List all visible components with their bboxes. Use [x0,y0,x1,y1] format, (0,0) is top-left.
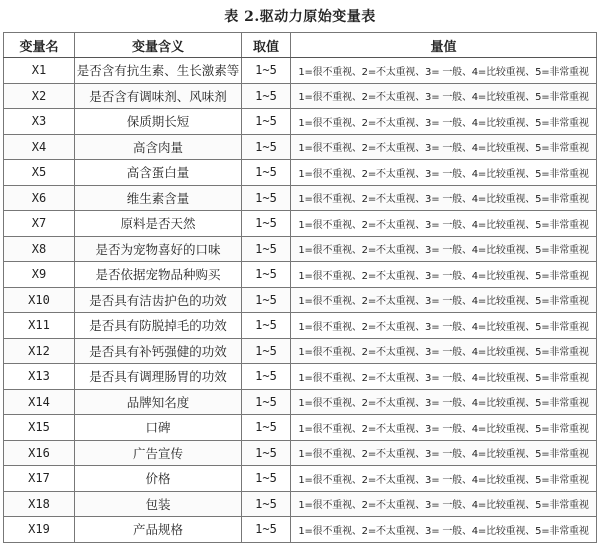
cell-variable-meaning: 是否为宠物喜好的口味 [75,236,242,262]
cell-variable-meaning: 广告宣传 [75,440,242,466]
cell-value-range: 1~5 [242,236,291,262]
cell-value-scale: 1=很不重视、2=不太重视、3= 一般、4=比较重视、5=非常重视 [291,491,597,517]
cell-variable-code: X11 [4,313,75,339]
cell-value-range: 1~5 [242,491,291,517]
table-caption: 表 2.驱动力原始变量表 [224,9,376,25]
table-row [4,287,597,313]
table-row [4,491,597,517]
header-scale: 量值 [291,33,597,58]
cell-value-range: 1~5 [242,83,291,109]
cell-variable-meaning: 高含蛋白量 [75,160,242,186]
cell-value-scale: 1=很不重视、2=不太重视、3= 一般、4=比较重视、5=非常重视 [291,262,597,288]
cell-variable-code: X4 [4,134,75,160]
cell-value-range: 1~5 [242,517,291,543]
cell-value-scale: 1=很不重视、2=不太重视、3= 一般、4=比较重视、5=非常重视 [291,83,597,109]
table-row [4,236,597,262]
cell-value-scale: 1=很不重视、2=不太重视、3= 一般、4=比较重视、5=非常重视 [291,211,597,237]
cell-variable-code: X15 [4,415,75,441]
cell-value-scale: 1=很不重视、2=不太重视、3= 一般、4=比较重视、5=非常重视 [291,58,597,84]
table-row [4,262,597,288]
cell-value-range: 1~5 [242,287,291,313]
cell-variable-meaning: 是否含有抗生素、生长激素等 [75,58,242,84]
cell-value-range: 1~5 [242,338,291,364]
cell-variable-meaning: 原料是否天然 [75,211,242,237]
cell-value-range: 1~5 [242,134,291,160]
cell-variable-code: X1 [4,58,75,84]
cell-variable-meaning: 口碑 [75,415,242,441]
cell-value-range: 1~5 [242,109,291,135]
table-row [4,109,597,135]
cell-variable-code: X19 [4,517,75,543]
cell-variable-meaning: 是否具有洁齿护色的功效 [75,287,242,313]
table-row [4,211,597,237]
cell-value-scale: 1=很不重视、2=不太重视、3= 一般、4=比较重视、5=非常重视 [291,134,597,160]
cell-variable-meaning: 是否具有补钙强健的功效 [75,338,242,364]
cell-value-range: 1~5 [242,389,291,415]
cell-value-scale: 1=很不重视、2=不太重视、3= 一般、4=比较重视、5=非常重视 [291,389,597,415]
cell-value-range: 1~5 [242,211,291,237]
cell-value-scale: 1=很不重视、2=不太重视、3= 一般、4=比较重视、5=非常重视 [291,313,597,339]
table-body [4,58,597,543]
table-row [4,185,597,211]
cell-variable-meaning: 包装 [75,491,242,517]
table-row [4,389,597,415]
table-row [4,134,597,160]
cell-value-scale: 1=很不重视、2=不太重视、3= 一般、4=比较重视、5=非常重视 [291,415,597,441]
cell-value-range: 1~5 [242,262,291,288]
cell-variable-meaning: 是否具有调理肠胃的功效 [75,364,242,390]
cell-value-range: 1~5 [242,440,291,466]
cell-variable-code: X6 [4,185,75,211]
table-row [4,517,597,543]
table-row [4,466,597,492]
cell-variable-code: X8 [4,236,75,262]
table-row [4,338,597,364]
cell-variable-code: X5 [4,160,75,186]
cell-variable-meaning: 价格 [75,466,242,492]
cell-value-scale: 1=很不重视、2=不太重视、3= 一般、4=比较重视、5=非常重视 [291,287,597,313]
table-row [4,364,597,390]
cell-variable-code: X2 [4,83,75,109]
cell-value-scale: 1=很不重视、2=不太重视、3= 一般、4=比较重视、5=非常重视 [291,440,597,466]
cell-value-range: 1~5 [242,466,291,492]
cell-variable-code: X7 [4,211,75,237]
cell-value-range: 1~5 [242,364,291,390]
cell-value-range: 1~5 [242,185,291,211]
table-row [4,58,597,84]
table-header-row [4,33,597,58]
cell-variable-meaning: 保质期长短 [75,109,242,135]
cell-variable-meaning: 是否含有调味剂、风味剂 [75,83,242,109]
cell-value-scale: 1=很不重视、2=不太重视、3= 一般、4=比较重视、5=非常重视 [291,160,597,186]
cell-variable-code: X14 [4,389,75,415]
cell-variable-code: X16 [4,440,75,466]
table-row [4,313,597,339]
cell-variable-meaning: 维生素含量 [75,185,242,211]
cell-variable-code: X12 [4,338,75,364]
header-range: 取值 [242,33,291,58]
table-row [4,83,597,109]
cell-variable-code: X13 [4,364,75,390]
cell-value-scale: 1=很不重视、2=不太重视、3= 一般、4=比较重视、5=非常重视 [291,109,597,135]
cell-variable-meaning: 品牌知名度 [75,389,242,415]
cell-value-scale: 1=很不重视、2=不太重视、3= 一般、4=比较重视、5=非常重视 [291,466,597,492]
cell-variable-meaning: 高含肉量 [75,134,242,160]
table-row [4,160,597,186]
cell-value-range: 1~5 [242,58,291,84]
header-meaning: 变量含义 [75,33,242,58]
variable-table [3,32,597,543]
header-code: 变量名 [4,33,75,58]
cell-variable-code: X17 [4,466,75,492]
table-row [4,440,597,466]
cell-variable-code: X9 [4,262,75,288]
cell-value-scale: 1=很不重视、2=不太重视、3= 一般、4=比较重视、5=非常重视 [291,236,597,262]
cell-variable-code: X18 [4,491,75,517]
cell-value-range: 1~5 [242,313,291,339]
cell-value-range: 1~5 [242,160,291,186]
cell-value-scale: 1=很不重视、2=不太重视、3= 一般、4=比较重视、5=非常重视 [291,517,597,543]
cell-value-scale: 1=很不重视、2=不太重视、3= 一般、4=比较重视、5=非常重视 [291,364,597,390]
cell-value-scale: 1=很不重视、2=不太重视、3= 一般、4=比较重视、5=非常重视 [291,185,597,211]
table-row [4,415,597,441]
cell-variable-code: X3 [4,109,75,135]
cell-value-range: 1~5 [242,415,291,441]
cell-value-scale: 1=很不重视、2=不太重视、3= 一般、4=比较重视、5=非常重视 [291,338,597,364]
cell-variable-code: X10 [4,287,75,313]
cell-variable-meaning: 是否依据宠物品种购买 [75,262,242,288]
cell-variable-meaning: 产品规格 [75,517,242,543]
cell-variable-meaning: 是否具有防脱掉毛的功效 [75,313,242,339]
